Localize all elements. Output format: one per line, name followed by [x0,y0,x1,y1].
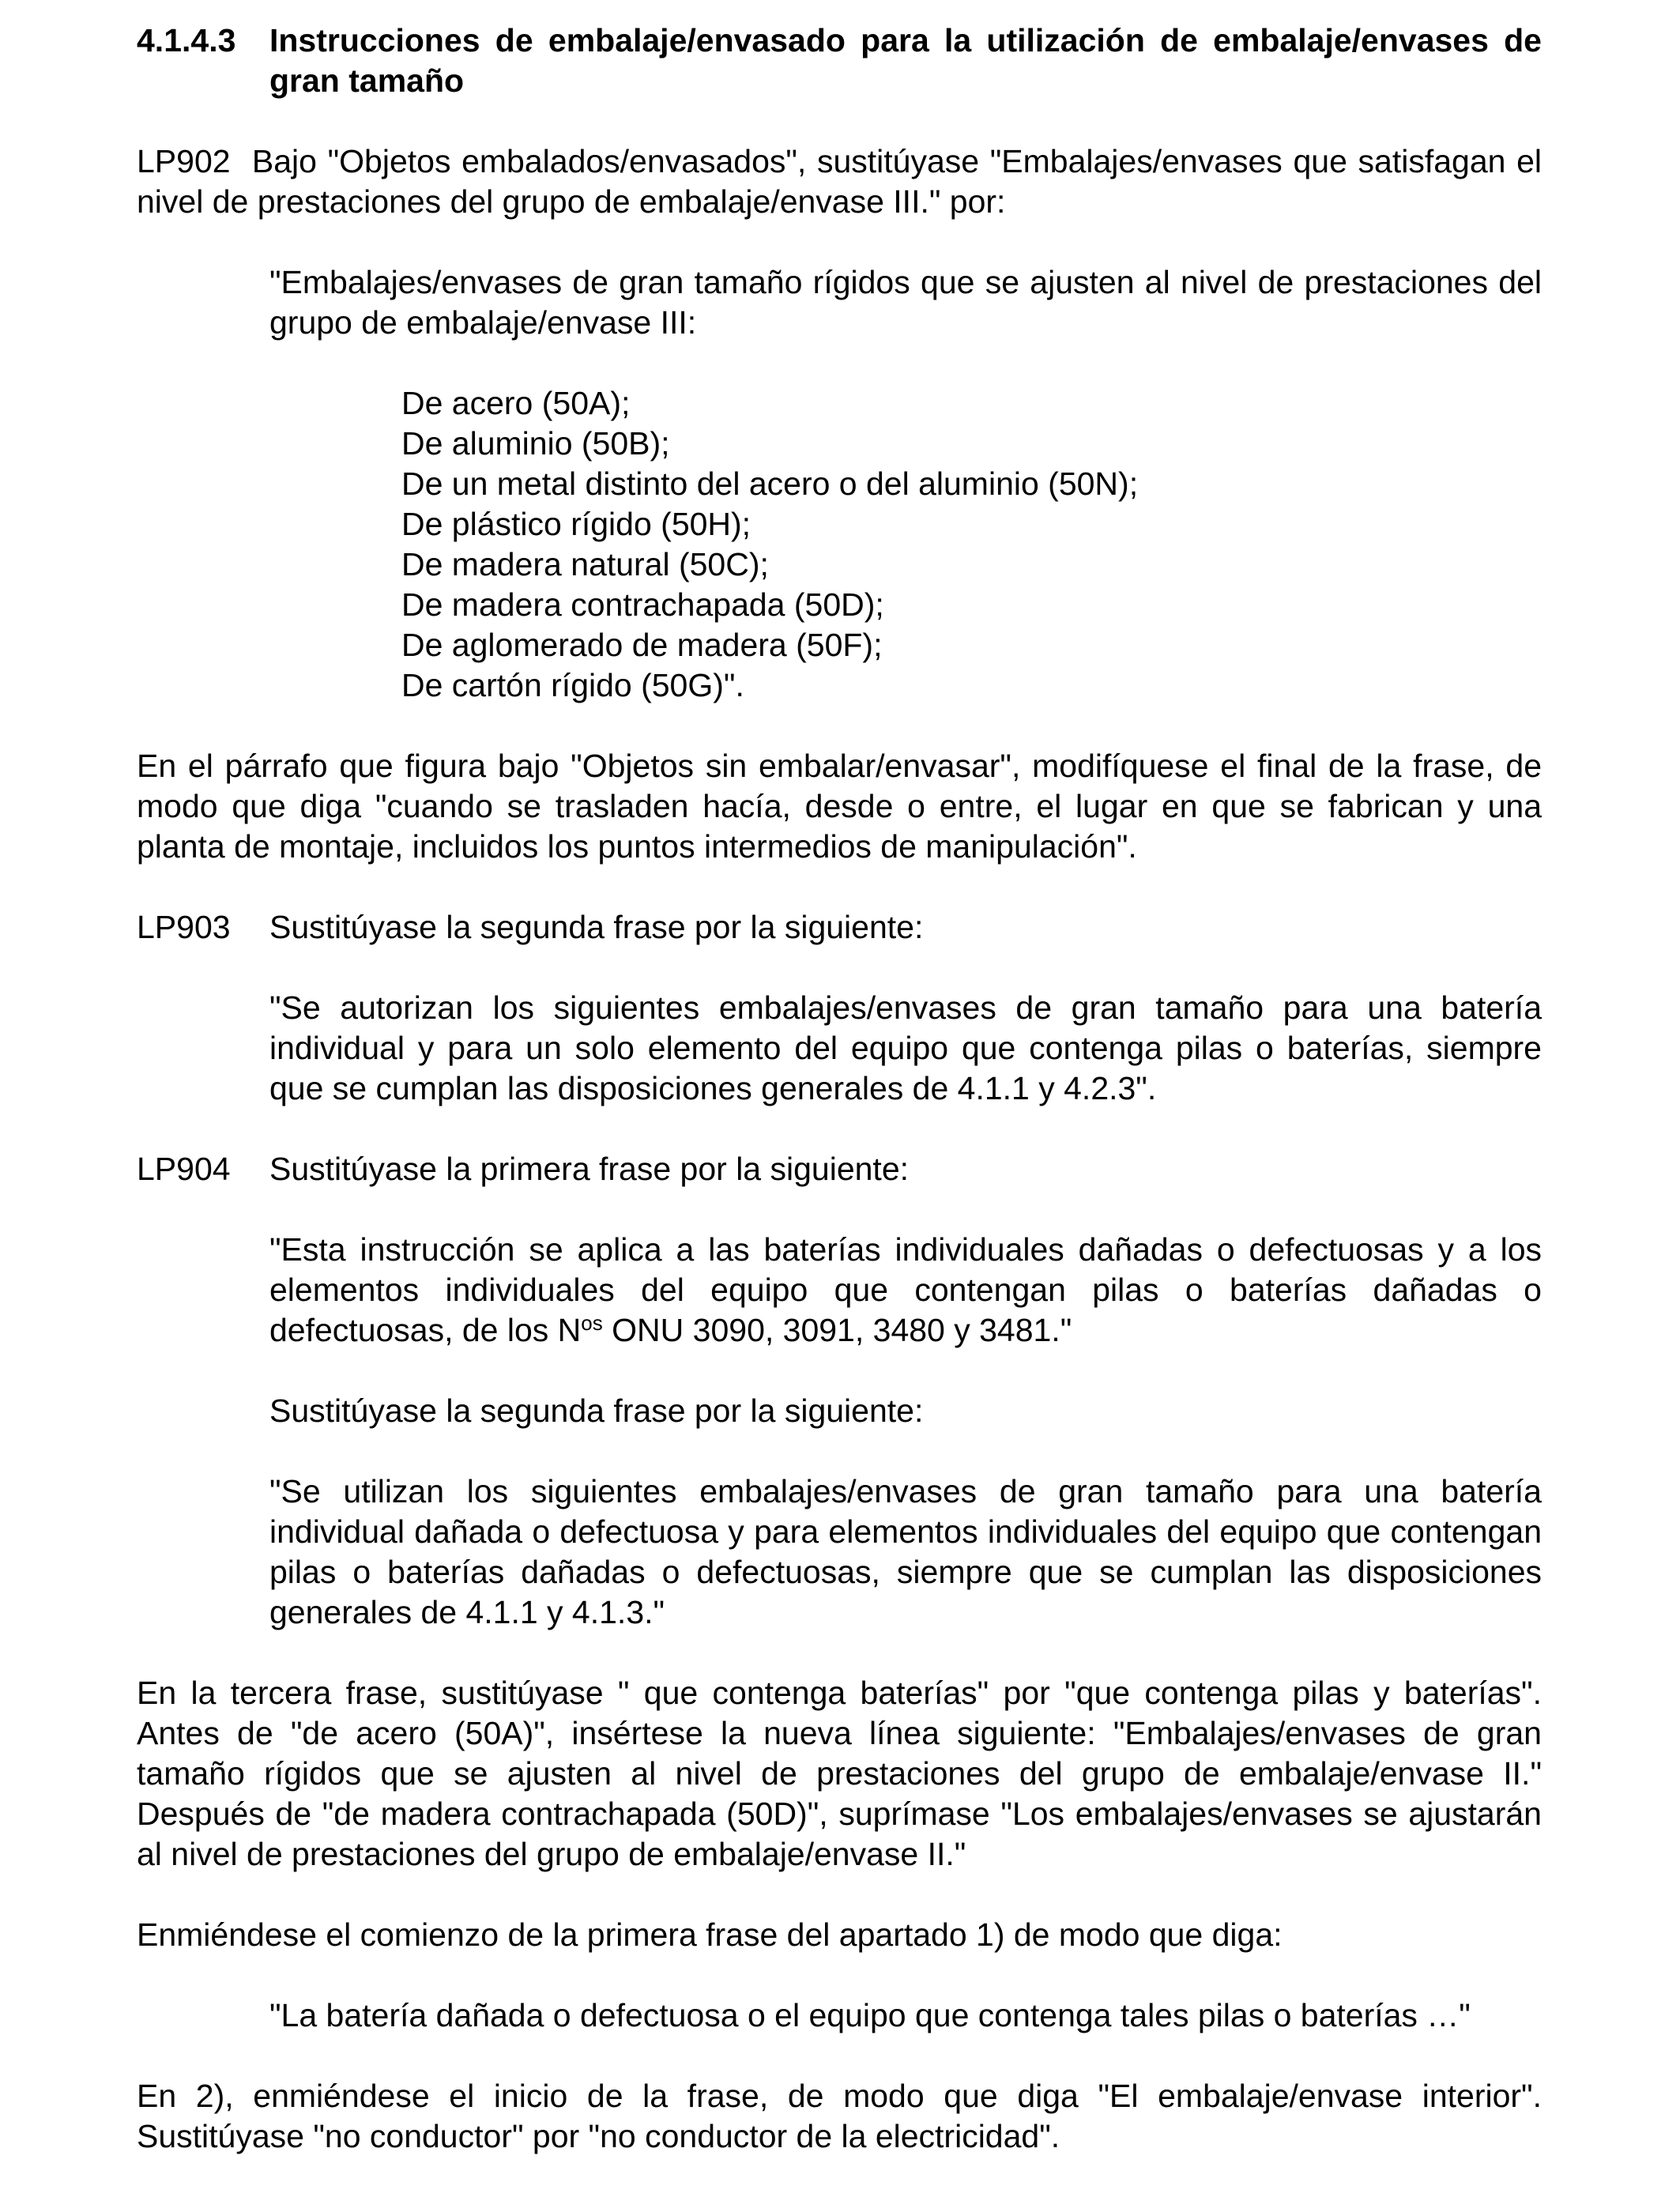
lp904-quote-1-text: "Esta instrucción se aplica a las baterías individuales dañadas o defectuosas y a los elementos individuales del equipo que contengan pilas o baterías dañadas o defectuosas, de los N [269,1231,1542,1348]
lp904-third-sentence-paragraph: En la tercera frase, sustitúyase " que contenga baterías" por "que contenga pilas y baterías". Antes de "de acero (50A)", insértese la nueva línea siguiente: "Embalajes/envases de gran tamaño rígidos que se ajusten al nivel de prestaciones del grupo de embalaje/envase II." Después de "de madera contrachapada (50D)", suprímase "Los embalajes/envases se ajustarán al nivel de prestaciones del grupo de embalaje/envase II." [137,1675,1542,1872]
list-item: De madera natural (50C); [401,546,769,582]
lp904-amend-2: En 2), enmiéndese el inicio de la frase, de modo que diga "El embalaje/envase interior". Sustitúyase "no conductor" por "no conductor de la electricidad". [137,2078,1542,2154]
lp903-row [137,907,1542,948]
lp903-code: LP903 [137,909,231,945]
section-heading [137,21,1542,101]
list-item: De plástico rígido (50H); [401,506,751,542]
section-title: Instrucciones de embalaje/envasado para la utilización de embalaje/envases de gran tamaño [269,22,1542,99]
document-page [137,21,1542,2197]
lp902-quote: "Embalajes/envases de gran tamaño rígidos que se ajusten al nivel de prestaciones del grupo de embalaje/envase III: [269,264,1542,341]
lp904-quote-1-end: ONU 3090, 3091, 3480 y 3481." [602,1312,1072,1348]
list-item: De aglomerado de madera (50F); [401,627,883,663]
list-item: De aluminio (50B); [401,425,670,462]
list-item: De madera contrachapada (50D); [401,586,884,623]
lp904-quote-3: "La batería dañada o defectuosa o el equipo que contenga tales pilas o baterías …" [269,1997,1471,2033]
lp904-quote-1 [269,1230,1542,1351]
list-item: De cartón rígido (50G)". [401,667,744,703]
lp904-amend-1: Enmiéndese el comienzo de la primera frase del apartado 1) de modo que diga: [137,1916,1283,1953]
lp903-quote: "Se autorizan los siguientes embalajes/envases de gran tamaño para una batería individual y para un solo elemento del equipo que contenga pilas o baterías, siempre que se cumplan las disposiciones generales de 4.1.1 y 4.2.3". [269,989,1542,1106]
lp902-intro-paragraph [137,141,1542,222]
lp904-row [137,1149,1542,1189]
lp904-instruction-1: Sustitúyase la primera frase por la siguiente: [269,1151,910,1187]
lp904-code: LP904 [137,1151,231,1187]
lp902-intro: Bajo "Objetos embalados/envasados", sustitúyase "Embalajes/envases que satisfagan el nivel de prestaciones del grupo de embalaje/envase III." por: [137,143,1542,220]
list-item: De acero (50A); [401,385,631,421]
lp902-code: LP902 [137,143,231,179]
list-item: De un metal distinto del acero o del aluminio (50N); [401,465,1139,502]
lp904-quote-1-superscript: os [581,1311,603,1335]
section-number: 4.1.4.3 [137,22,236,58]
lp904-quote-2: "Se utilizan los siguientes embalajes/envases de gran tamaño para una batería individual dañada o defectuosa y para elementos individuales del equipo que contengan pilas o baterías dañadas o defectuosas, siempre que se cumplan las disposiciones generales de 4.1.1 y 4.1.3." [269,1473,1542,1630]
lp902-material-list [401,383,1542,706]
lp904-instruction-2: Sustitúyase la segunda frase por la siguiente: [269,1392,924,1429]
lp903-instruction: Sustitúyase la segunda frase por la siguiente: [269,909,924,945]
lp902-unpacked-paragraph: En el párrafo que figura bajo "Objetos sin embalar/envasar", modifíquese el final de la frase, de modo que diga "cuando se trasladen hacía, desde o entre, el lugar en que se fabrican y una planta de montaje, incluidos los puntos intermedios de manipulación". [137,748,1542,865]
